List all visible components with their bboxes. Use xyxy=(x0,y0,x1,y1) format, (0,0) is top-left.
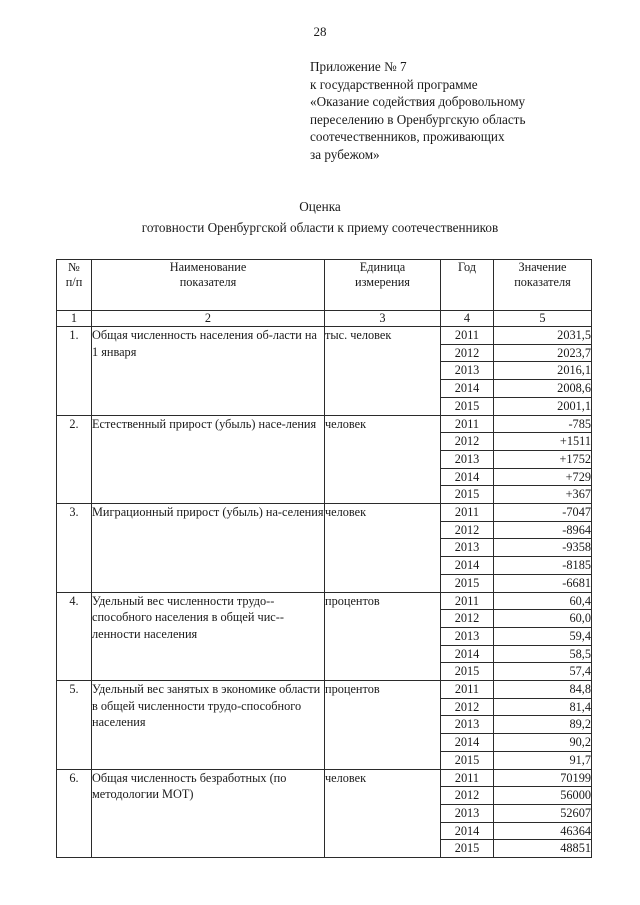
year-cell: 2013 xyxy=(441,804,494,822)
indicator-name-cell: Удельный вес численности трудо-способного населения в общей чис-ленности населения xyxy=(92,592,325,681)
column-header-unit-line1: Единица xyxy=(359,260,406,274)
year-cell: 2012 xyxy=(441,433,494,451)
unit-cell: процентов xyxy=(325,681,441,770)
year-cell: 2013 xyxy=(441,627,494,645)
year-cell: 2015 xyxy=(441,663,494,681)
indicator-name-cell: Удельный вес занятых в экономике области в общей численности трудо-способного населения xyxy=(92,681,325,770)
table-row xyxy=(57,327,592,345)
value-cell: 59,4 xyxy=(494,627,592,645)
column-header-year-line1: Год xyxy=(457,260,477,274)
year-cell: 2014 xyxy=(441,380,494,398)
column-header-unit-line2: измерения xyxy=(355,275,410,289)
year-cell: 2014 xyxy=(441,734,494,752)
year-cell: 2012 xyxy=(441,521,494,539)
value-cell: 60,4 xyxy=(494,592,592,610)
column-header-value-line1: Значение xyxy=(518,260,567,274)
column-number-3: 3 xyxy=(325,311,441,327)
year-cell: 2012 xyxy=(441,344,494,362)
year-cell: 2011 xyxy=(441,592,494,610)
column-header-value-line2: показателя xyxy=(514,275,571,289)
value-cell: 57,4 xyxy=(494,663,592,681)
year-cell: 2011 xyxy=(441,504,494,522)
year-cell: 2014 xyxy=(441,645,494,663)
year-cell: 2012 xyxy=(441,698,494,716)
value-cell: 2008,6 xyxy=(494,380,592,398)
unit-cell: человек xyxy=(325,504,441,593)
table-row xyxy=(57,681,592,699)
value-cell: 48851 xyxy=(494,840,592,858)
row-index-cell: 1. xyxy=(57,327,92,416)
value-cell: 90,2 xyxy=(494,734,592,752)
document-title-line-1: Оценка xyxy=(299,199,341,214)
value-cell: +1511 xyxy=(494,433,592,451)
column-header-name-line1: Наименование xyxy=(169,260,247,274)
column-header-number-line1: № xyxy=(68,260,80,274)
value-cell: +367 xyxy=(494,486,592,504)
value-cell: 2001,1 xyxy=(494,397,592,415)
year-cell: 2013 xyxy=(441,716,494,734)
year-cell: 2015 xyxy=(441,840,494,858)
appendix-reference-block xyxy=(310,58,610,163)
unit-cell: процентов xyxy=(325,592,441,681)
value-cell: -8964 xyxy=(494,521,592,539)
table-row xyxy=(57,415,592,433)
value-cell: -7047 xyxy=(494,504,592,522)
year-cell: 2014 xyxy=(441,557,494,575)
column-header-name xyxy=(92,260,325,311)
value-cell: 89,2 xyxy=(494,716,592,734)
column-header-name-line2: показателя xyxy=(179,275,237,289)
table-column-number-row xyxy=(57,311,592,327)
unit-cell: тыс. человек xyxy=(325,327,441,416)
value-cell: 58,5 xyxy=(494,645,592,663)
row-index-cell: 2. xyxy=(57,415,92,504)
column-number-2: 2 xyxy=(92,311,325,327)
value-cell: 81,4 xyxy=(494,698,592,716)
value-cell: -785 xyxy=(494,415,592,433)
value-cell: 84,8 xyxy=(494,681,592,699)
value-cell: -9358 xyxy=(494,539,592,557)
value-cell: 52607 xyxy=(494,804,592,822)
year-cell: 2014 xyxy=(441,822,494,840)
table-body xyxy=(57,327,592,858)
unit-cell: человек xyxy=(325,415,441,504)
indicator-name-cell: Естественный прирост (убыль) насе-ления xyxy=(92,415,325,504)
column-number-4: 4 xyxy=(441,311,494,327)
table-row xyxy=(57,592,592,610)
table-row xyxy=(57,769,592,787)
appendix-line-5: соотечественников, проживающих xyxy=(310,129,505,144)
appendix-line-4: переселению в Оренбургскую область xyxy=(310,111,526,127)
value-cell: 2016,1 xyxy=(494,362,592,380)
value-cell: 91,7 xyxy=(494,751,592,769)
table-row xyxy=(57,504,592,522)
year-cell: 2014 xyxy=(441,468,494,486)
value-cell: 60,0 xyxy=(494,610,592,628)
column-number-1: 1 xyxy=(57,311,92,327)
table-header-row xyxy=(57,260,592,311)
year-cell: 2012 xyxy=(441,610,494,628)
unit-cell: человек xyxy=(325,769,441,858)
year-cell: 2015 xyxy=(441,397,494,415)
appendix-line-2: к государственной программе xyxy=(310,76,478,92)
value-cell: 70199 xyxy=(494,769,592,787)
appendix-line-3: «Оказание содействия добровольному xyxy=(310,94,526,109)
column-header-number-line2: п/п xyxy=(65,275,83,289)
column-number-5: 5 xyxy=(494,311,592,327)
row-index-cell: 5. xyxy=(57,681,92,770)
year-cell: 2013 xyxy=(441,539,494,557)
value-cell: 56000 xyxy=(494,787,592,805)
value-cell: +729 xyxy=(494,468,592,486)
indicator-name-cell: Общая численность населения об-ласти на 1 января xyxy=(92,327,325,416)
document-title-line-2: готовности Оренбургской области к приему соотечественников xyxy=(141,220,499,235)
value-cell: +1752 xyxy=(494,450,592,468)
value-cell: -6681 xyxy=(494,574,592,592)
year-cell: 2015 xyxy=(441,574,494,592)
column-header-unit xyxy=(325,260,441,311)
value-cell: -8185 xyxy=(494,557,592,575)
year-cell: 2013 xyxy=(441,362,494,380)
year-cell: 2015 xyxy=(441,486,494,504)
row-index-cell: 4. xyxy=(57,592,92,681)
indicator-name-cell: Миграционный прирост (убыль) на-селения xyxy=(92,504,325,593)
column-header-number xyxy=(57,260,92,311)
value-cell: 46364 xyxy=(494,822,592,840)
indicator-name-cell: Общая численность безработных (по методологии МОТ) xyxy=(92,769,325,858)
appendix-line-6: за рубежом» xyxy=(310,146,380,162)
appendix-line-1: Приложение № 7 xyxy=(310,59,407,74)
year-cell: 2012 xyxy=(441,787,494,805)
value-cell: 2031,5 xyxy=(494,327,592,345)
column-header-value xyxy=(494,260,592,311)
year-cell: 2011 xyxy=(441,327,494,345)
page-number: 28 xyxy=(313,24,327,39)
year-cell: 2011 xyxy=(441,415,494,433)
row-index-cell: 3. xyxy=(57,504,92,593)
year-cell: 2015 xyxy=(441,751,494,769)
column-header-year xyxy=(441,260,494,311)
row-index-cell: 6. xyxy=(57,769,92,858)
year-cell: 2011 xyxy=(441,769,494,787)
document-title xyxy=(0,196,640,238)
year-cell: 2013 xyxy=(441,450,494,468)
indicators-table xyxy=(56,259,592,858)
year-cell: 2011 xyxy=(441,681,494,699)
value-cell: 2023,7 xyxy=(494,344,592,362)
